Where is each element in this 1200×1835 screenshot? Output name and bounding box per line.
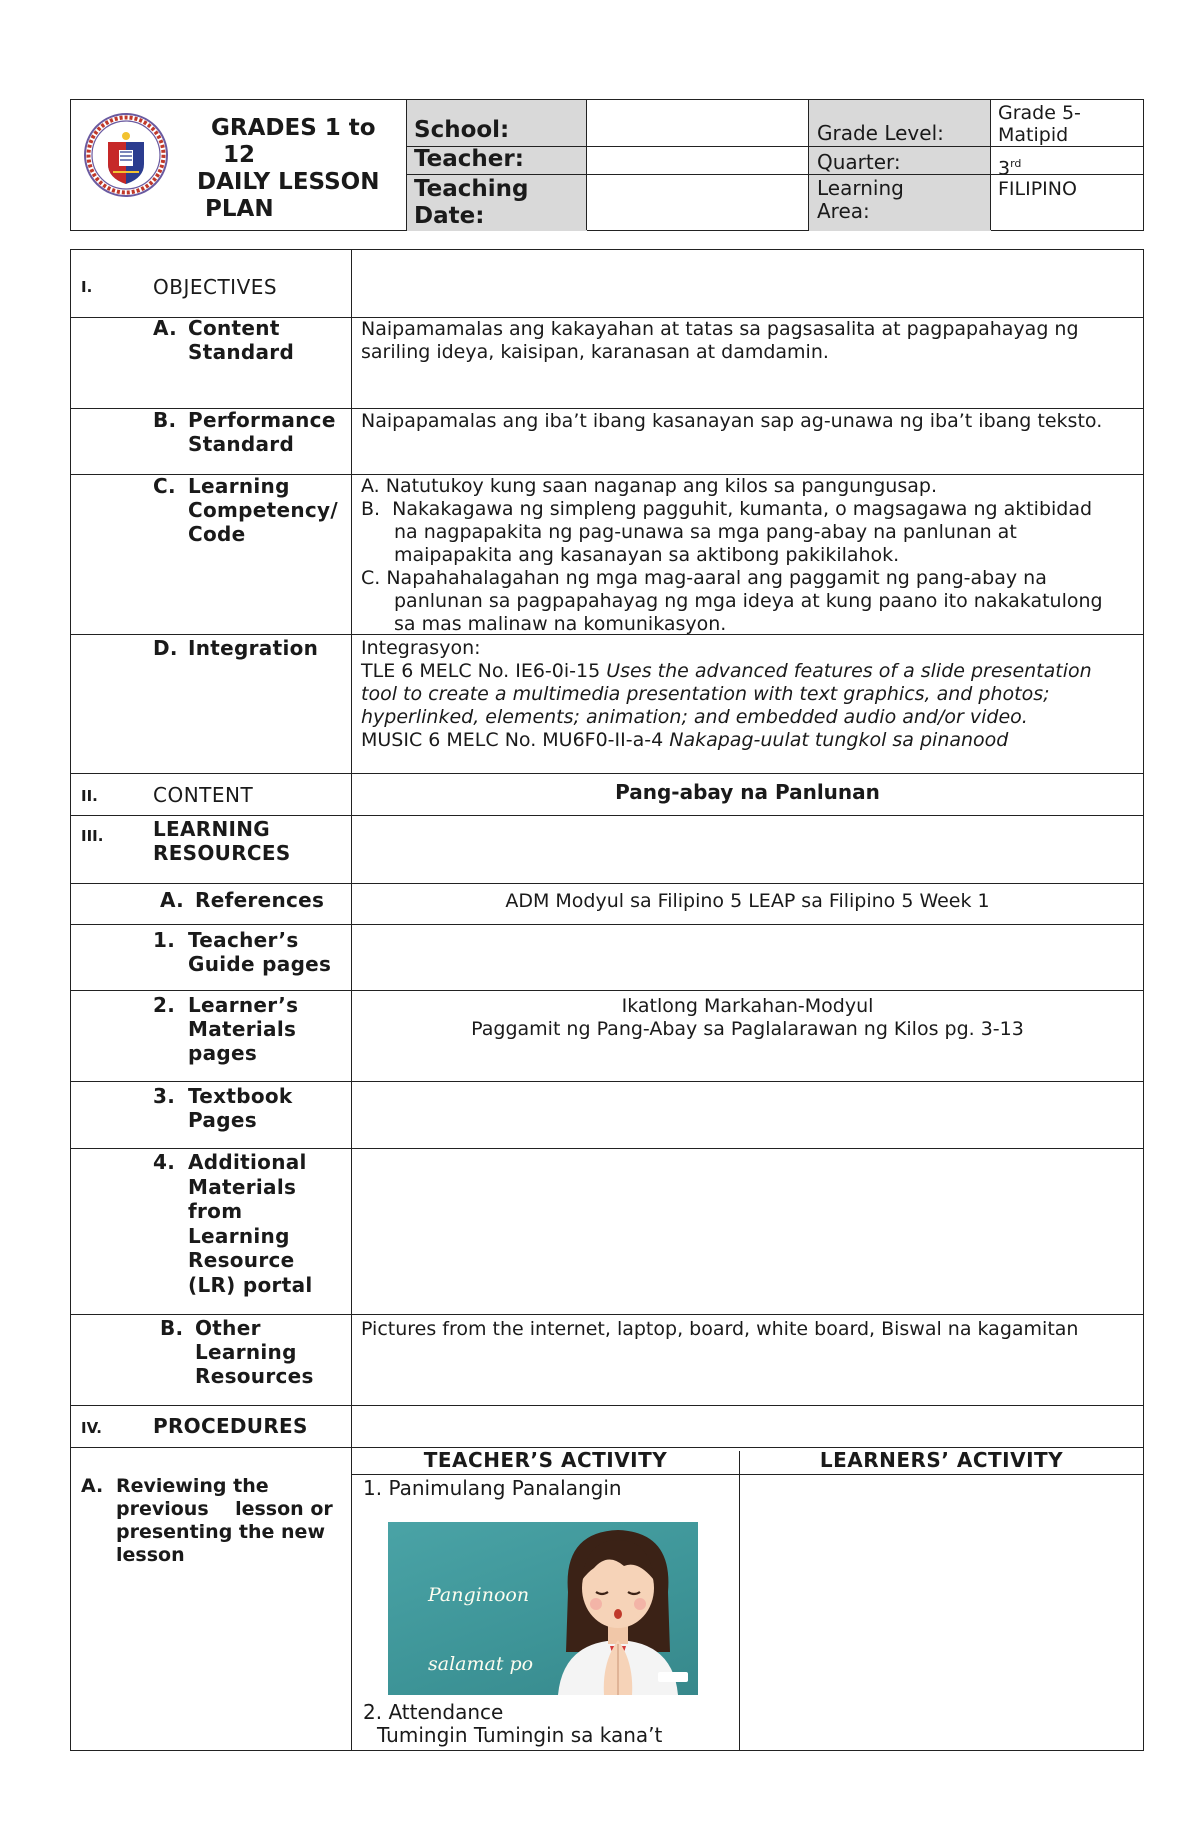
additional-label: Additional — [188, 1150, 307, 1174]
additional-label: (LR) portal — [188, 1272, 313, 1297]
integration-tle-line: hyperlinked, elements; animation; and embedded audio and/or video. — [361, 706, 1028, 728]
performance-standard-label-1: Performance — [188, 408, 336, 432]
plan-title-line-3: DAILY LESSON — [197, 169, 380, 195]
quarter-suffix: rd — [1010, 157, 1022, 170]
other-resources-label-1: Other — [195, 1316, 261, 1340]
learning-resources-label-1: LEARNING — [153, 817, 271, 841]
learners-materials-label-3: pages — [188, 1041, 258, 1065]
header-table — [70, 99, 1144, 231]
learning-area-label-2: Area: — [817, 199, 870, 223]
integration-heading: Integrasyon: — [361, 637, 481, 659]
competency-line: A. Natutukoy kung saan naganap ang kilos sa pangungusap. — [361, 475, 937, 497]
objectives-num: I. — [81, 278, 93, 296]
grade-level-value-1: Grade 5- — [998, 102, 1081, 124]
competency-line: B. Nakakagawa ng simpleng pagguhit, kumanta, o magsagawa ng aktibidad — [361, 498, 1093, 520]
learner-activity-header: LEARNERS’ ACTIVITY — [819, 1448, 1064, 1472]
additional-label: Learning — [188, 1223, 290, 1248]
content-standard-text-1: Naipamamalas ang kakayahan at tatas sa pagsasalita at pagpapahayag ng — [361, 318, 1079, 340]
performance-standard-label-2: Standard — [188, 432, 295, 456]
plan-title-line-1: GRADES 1 to — [211, 115, 376, 141]
integration-tle-line: TLE 6 MELC No. IE6-0i-15 Uses the advanced features of a slide presentation — [361, 660, 1092, 682]
textbook-label-2: Pages — [188, 1108, 257, 1132]
reviewing-label-3: presenting the new — [116, 1521, 325, 1543]
learners-materials-value-2: Paggamit ng Pang-Abay sa Paglalarawan ng Kilos pg. 3-13 — [471, 1018, 1024, 1040]
prayer-image — [388, 1522, 698, 1695]
opening-prayer-item: 1. Panimulang Panalangin — [363, 1476, 622, 1500]
content-value: Pang-abay na Panlunan — [615, 780, 880, 804]
reviewing-label-2: previous lesson or — [116, 1498, 333, 1520]
performance-standard-letter: B. — [153, 408, 177, 432]
integration-label: Integration — [188, 636, 319, 660]
textbook-label-1: Textbook — [188, 1084, 293, 1108]
procedures-num: IV. — [81, 1419, 102, 1437]
integration-letter: D. — [153, 636, 178, 660]
prayer-image-text: Panginoon salamat po — [428, 1584, 534, 1675]
competency-label-3: Code — [188, 522, 246, 546]
attendance-subtext: Tumingin Tumingin sa kana’t — [377, 1723, 663, 1747]
quarter-value: 3rd — [998, 157, 1022, 180]
references-label: References — [195, 888, 325, 912]
teacher-activity-header: TEACHER’S ACTIVITY — [423, 1448, 668, 1472]
content-num: II. — [81, 787, 98, 805]
performance-standard-text: Naipapamalas ang iba’t ibang kasanayan sap ag-unawa ng iba’t ibang teksto. — [361, 410, 1103, 432]
praying-girl-icon — [538, 1522, 698, 1695]
competency-label-1: Learning — [188, 474, 290, 498]
other-resources-label-2: Learning — [195, 1340, 297, 1364]
competency-line: C. Napahahalagahan ng mga mag-aaral ang paggamit ng pang-abay na — [361, 567, 1047, 589]
teachers-guide-num: 1. — [153, 928, 176, 952]
learners-materials-num: 2. — [153, 993, 176, 1017]
competency-line: panlunan sa pagpapahayag ng mga ideya at kung paano ito nakakatulong — [394, 590, 1103, 612]
content-standard-label-2: Standard — [188, 340, 295, 364]
deped-seal-icon — [83, 112, 169, 198]
learners-materials-value-1: Ikatlong Markahan-Modyul — [621, 995, 874, 1017]
learners-materials-label-1: Learner’s — [188, 993, 299, 1017]
objectives-label: OBJECTIVES — [153, 275, 278, 299]
content-standard-text-2: sariling ideya, kaisipan, karanasan at damdamin. — [361, 341, 829, 363]
plan-title-line-4: PLAN — [205, 196, 274, 222]
competency-line: maipapakita ang kasanayan sa aktibong pakikilahok. — [394, 544, 900, 566]
teaching-date-label-1: Teaching — [414, 176, 529, 202]
learning-area-label-1: Learning — [817, 176, 904, 200]
learning-resources-label-2: RESOURCES — [153, 841, 291, 865]
teachers-guide-label-1: Teacher’s — [188, 928, 299, 952]
textbook-num: 3. — [153, 1084, 176, 1108]
teacher-label: Teacher: — [414, 146, 524, 172]
learning-area-value: FILIPINO — [998, 178, 1077, 200]
school-label: School: — [414, 117, 510, 143]
content-standard-letter: A. — [153, 316, 178, 340]
grade-level-label: Grade Level: — [817, 121, 944, 145]
learning-resources-num: III. — [81, 827, 104, 845]
references-value: ADM Modyul sa Filipino 5 LEAP sa Filipino 5 Week 1 — [505, 890, 990, 912]
attendance-item: 2. Attendance — [363, 1700, 504, 1724]
learners-materials-label-2: Materials — [188, 1017, 297, 1041]
procedures-label: PROCEDURES — [153, 1414, 308, 1438]
plan-title-line-2: 12 — [223, 142, 256, 168]
competency-line: sa mas malinaw na komunikasyon. — [394, 613, 727, 635]
reviewing-label-4: lesson — [116, 1544, 185, 1566]
teaching-date-label-2: Date: — [414, 203, 485, 229]
grade-level-value-2: Matipid — [998, 124, 1069, 146]
competency-line: na nagpapakita ng pag-unawa sa mga pang-abay na panlunan at — [394, 521, 1017, 543]
additional-label: Materials — [188, 1174, 297, 1199]
references-letter: A. — [160, 888, 185, 912]
reviewing-label-1: Reviewing the — [116, 1475, 269, 1497]
integration-tle-line: tool to create a multimedia presentation with text graphics, and photos; — [361, 683, 1050, 705]
teachers-guide-label-2: Guide pages — [188, 952, 332, 976]
additional-label: from — [188, 1199, 243, 1223]
other-resources-value: Pictures from the internet, laptop, board, white board, Biswal na kagamitan — [361, 1318, 1079, 1340]
content-label: CONTENT — [153, 783, 254, 807]
other-resources-letter: B. — [160, 1316, 184, 1340]
additional-num: 4. — [153, 1150, 176, 1174]
competency-label-2: Competency/ — [188, 498, 338, 522]
additional-label: Resource — [188, 1248, 295, 1272]
reviewing-letter: A. — [81, 1475, 104, 1497]
content-standard-label-1: Content — [188, 316, 280, 340]
other-resources-label-3: Resources — [195, 1364, 314, 1388]
competency-letter: C. — [153, 474, 176, 498]
integration-music-line: MUSIC 6 MELC No. MU6F0-II-a-4 Nakapag-uulat tungkol sa pinanood — [361, 729, 1009, 751]
quarter-label: Quarter: — [817, 150, 901, 174]
